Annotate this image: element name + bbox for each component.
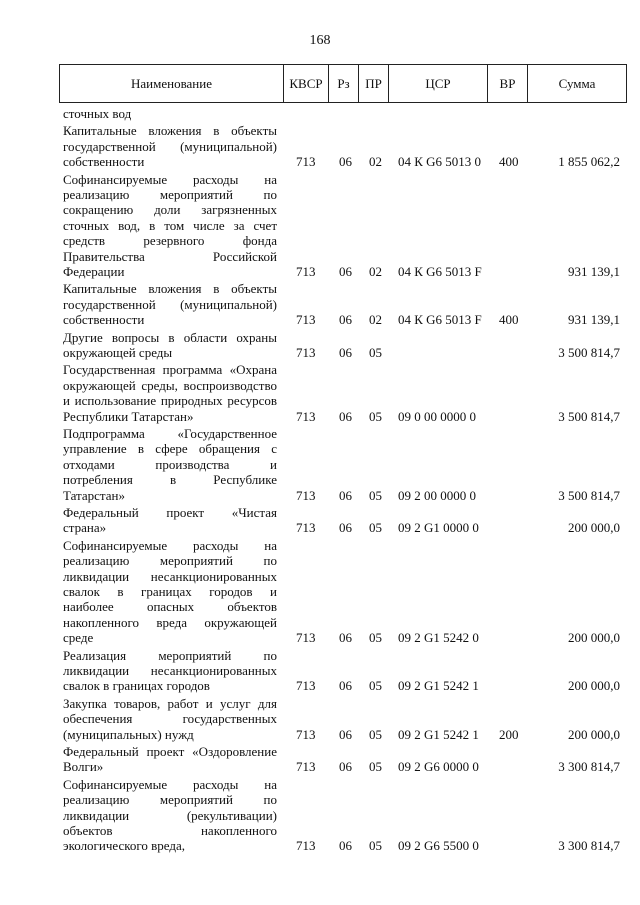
cell-pr: 05 xyxy=(369,520,382,536)
row-name xyxy=(63,123,277,169)
cell-pr: 05 xyxy=(369,838,382,854)
row-name-line: Федеральный проект «Чистая xyxy=(63,505,277,520)
cell-vr: 400 xyxy=(499,312,519,328)
row-name-line: сточных вод, в том числе за счет xyxy=(63,217,277,233)
row-name-line: средств резервного фонда xyxy=(63,233,277,249)
cell-sum: 3 500 814,7 xyxy=(558,344,620,360)
row-name-line: экологического вреда, xyxy=(63,838,186,854)
cell-rz: 06 xyxy=(339,263,352,279)
cell-pr: 02 xyxy=(369,312,382,328)
row-name-line: Волги» xyxy=(63,759,104,775)
cell-csr: 09 2 G1 0000 0 xyxy=(398,520,479,536)
row-name xyxy=(63,777,277,854)
header-rz: Рз xyxy=(329,65,359,103)
page-number: 168 xyxy=(309,33,331,48)
row-name xyxy=(63,538,277,646)
cell-kvsr: 713 xyxy=(296,759,316,775)
cell-rz: 06 xyxy=(339,630,352,646)
cell-pr: 02 xyxy=(369,263,382,279)
cell-sum: 200 000,0 xyxy=(568,630,620,646)
row-name-line: сокращению доли загрязненных xyxy=(63,202,277,218)
row-name xyxy=(63,281,277,327)
cell-kvsr: 713 xyxy=(296,408,316,424)
cell-sum: 1 855 062,2 xyxy=(558,154,620,170)
row-name-line: потребления в Республике xyxy=(63,472,277,488)
row-name xyxy=(63,505,277,536)
row-name-line: Капитальные вложения в объекты xyxy=(63,281,277,297)
cell-kvsr: 713 xyxy=(296,838,316,854)
cell-kvsr: 713 xyxy=(296,154,316,170)
cell-sum: 3 500 814,7 xyxy=(558,487,620,503)
row-name-line: Республики Татарстан» xyxy=(63,408,194,424)
row-name-line: собственности xyxy=(63,154,145,170)
row-name-line: отходами производства и xyxy=(63,456,277,472)
row-name-line: Федеральный проект «Оздоровление xyxy=(63,744,277,759)
row-name-line: Подпрограмма «Государственное xyxy=(63,426,277,441)
row-name-line: Закупка товаров, работ и услуг для xyxy=(63,695,277,711)
row-name-line: Федерации xyxy=(63,264,125,280)
row-name-line: государственной (муниципальной) xyxy=(63,138,277,154)
row-name-line: окружающей среды, воспроизводство xyxy=(63,377,277,393)
cell-sum: 3 300 814,7 xyxy=(558,838,620,854)
row-name xyxy=(63,362,277,424)
row-name xyxy=(63,696,277,742)
cell-kvsr: 713 xyxy=(296,630,316,646)
table-header xyxy=(59,64,627,103)
cell-rz: 06 xyxy=(339,759,352,775)
cell-rz: 06 xyxy=(339,726,352,742)
cell-rz: 06 xyxy=(339,408,352,424)
row-name-line: Реализация мероприятий по xyxy=(63,647,277,663)
cell-pr: 05 xyxy=(369,759,382,775)
cell-vr: 400 xyxy=(499,154,519,170)
row-name xyxy=(63,330,277,361)
row-name-line: ликвидации несанкционированных xyxy=(63,663,277,678)
header-vr: ВР xyxy=(488,65,528,103)
row-name-line: Софинансируемые расходы на xyxy=(63,776,277,792)
cell-rz: 06 xyxy=(339,520,352,536)
row-name-line: Татарстан» xyxy=(63,487,125,503)
cell-pr: 05 xyxy=(369,344,382,360)
cell-rz: 06 xyxy=(339,678,352,694)
row-name-line: собственности xyxy=(63,312,145,328)
cell-csr: 04 К G6 5013 0 xyxy=(398,154,482,170)
row-name xyxy=(63,744,277,775)
row-name-line: окружающей среды xyxy=(63,345,173,360)
row-name-line: сточных вод xyxy=(63,106,132,121)
cell-pr: 05 xyxy=(369,487,382,503)
cell-csr: 09 2 G6 5500 0 xyxy=(398,838,479,854)
cell-kvsr: 713 xyxy=(296,312,316,328)
row-name-line: реализацию мероприятий по xyxy=(63,792,277,808)
row-name-line: Правительства Российской xyxy=(63,248,277,264)
cell-rz: 06 xyxy=(339,487,352,503)
row-name-line: Софинансируемые расходы на xyxy=(63,537,277,553)
cell-pr: 05 xyxy=(369,678,382,694)
row-name xyxy=(63,106,277,121)
row-name-line: ликвидации несанкционированных xyxy=(63,568,277,584)
cell-rz: 06 xyxy=(339,344,352,360)
row-name-line: свалок в границах городов и xyxy=(63,584,277,600)
row-name-line: реализацию мероприятий по xyxy=(63,553,277,569)
cell-kvsr: 713 xyxy=(296,678,316,694)
cell-sum: 3 300 814,7 xyxy=(558,759,620,775)
cell-sum: 200 000,0 xyxy=(568,520,620,536)
row-name-line: свалок в границах городов xyxy=(63,678,210,694)
cell-rz: 06 xyxy=(339,154,352,170)
cell-rz: 06 xyxy=(339,312,352,328)
row-name-line: государственной (муниципальной) xyxy=(63,296,277,312)
row-name-line: реализацию мероприятий по xyxy=(63,187,277,202)
header-name: Наименование xyxy=(60,65,284,103)
cell-kvsr: 713 xyxy=(296,263,316,279)
cell-pr: 05 xyxy=(369,630,382,646)
cell-csr: 09 2 G1 5242 0 xyxy=(398,630,479,646)
header-kvsr: КВСР xyxy=(284,65,329,103)
row-name-line: ликвидации (рекультивации) xyxy=(63,807,277,823)
cell-kvsr: 713 xyxy=(296,344,316,360)
row-name xyxy=(63,648,277,694)
cell-rz: 06 xyxy=(339,838,352,854)
row-name-line: наиболее опасных объектов xyxy=(63,599,277,615)
row-name-line: накопленного вреда окружающей xyxy=(63,614,277,630)
row-name-line: объектов накопленного xyxy=(63,823,277,839)
header-sum: Сумма xyxy=(528,65,627,103)
cell-sum: 931 139,1 xyxy=(568,312,620,328)
cell-sum: 200 000,0 xyxy=(568,678,620,694)
cell-csr: 09 0 00 0000 0 xyxy=(398,408,476,424)
row-name-line: страна» xyxy=(63,520,107,536)
row-name-line: среде xyxy=(63,630,94,646)
row-name-line: Софинансируемые расходы на xyxy=(63,171,277,187)
cell-kvsr: 713 xyxy=(296,520,316,536)
cell-pr: 05 xyxy=(369,408,382,424)
cell-pr: 02 xyxy=(369,154,382,170)
cell-csr: 09 2 00 0000 0 xyxy=(398,487,476,503)
row-name-line: обеспечения государственных xyxy=(63,711,277,727)
cell-csr: 09 2 G1 5242 1 xyxy=(398,726,479,742)
cell-csr: 09 2 G1 5242 1 xyxy=(398,678,479,694)
row-name-line: Капитальные вложения в объекты xyxy=(63,123,277,139)
cell-csr: 09 2 G6 0000 0 xyxy=(398,759,479,775)
row-name-line: и использование природных ресурсов xyxy=(63,393,277,409)
row-name xyxy=(63,172,277,280)
header-csr: ЦСР xyxy=(389,65,488,103)
row-name-line: Государственная программа «Охрана xyxy=(63,362,277,378)
cell-sum: 931 139,1 xyxy=(568,263,620,279)
cell-csr: 04 К G6 5013 F xyxy=(398,312,482,328)
cell-vr: 200 xyxy=(499,726,519,742)
row-name-line: Другие вопросы в области охраны xyxy=(63,329,277,345)
cell-pr: 05 xyxy=(369,726,382,742)
row-name xyxy=(63,426,277,503)
cell-csr: 04 К G6 5013 F xyxy=(398,263,482,279)
row-name-line: (муниципальных) нужд xyxy=(63,726,194,742)
cell-kvsr: 713 xyxy=(296,487,316,503)
cell-kvsr: 713 xyxy=(296,726,316,742)
cell-sum: 200 000,0 xyxy=(568,726,620,742)
header-pr: ПР xyxy=(359,65,389,103)
cell-sum: 3 500 814,7 xyxy=(558,408,620,424)
row-name-line: управление в сфере обращения с xyxy=(63,441,277,457)
